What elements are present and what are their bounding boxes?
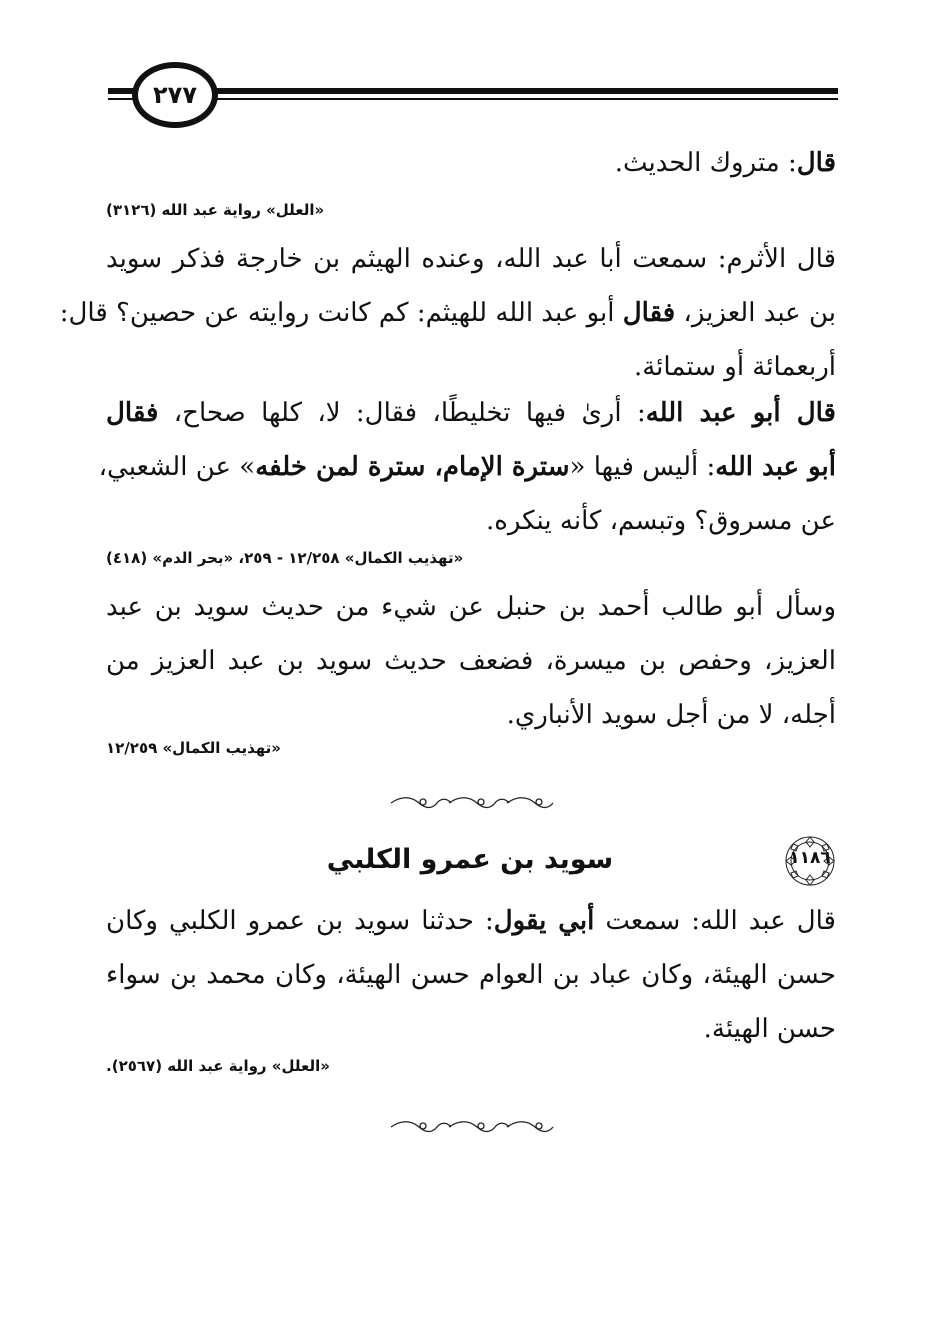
paragraph-1-line xyxy=(106,136,836,190)
paragraph-1 xyxy=(106,136,836,190)
bold-run: أبو عبد الله xyxy=(715,452,836,482)
citation-text: «العلل» رواية عبد الله (٣١٢٦) xyxy=(106,201,325,219)
paragraph-3-line-1 xyxy=(106,386,836,440)
page-number: ٢٧٧ xyxy=(153,81,197,109)
paragraph-4-line-3: أجله، لا من أجل سويد الأنباري. xyxy=(506,700,836,730)
entry-title: سويد بن عمرو الكلبي xyxy=(326,844,614,875)
text-run: : حدثنا سويد بن عمرو الكلبي وكان xyxy=(106,906,494,936)
citation-text: «العلل» رواية عبد الله (٢٥٦٧). xyxy=(106,1057,330,1075)
entry-paragraph-line-1 xyxy=(106,894,836,948)
floral-divider-icon xyxy=(371,1120,571,1134)
bold-run: سترة الإمام، سترة لمن خلفه xyxy=(255,452,570,482)
bold-run: فقال xyxy=(622,298,676,328)
text-run: : أليس فيها « xyxy=(569,452,716,482)
entry-paragraph-line-3: حسن الهيئة. xyxy=(703,1014,836,1044)
citation-text: «تهذيب الكمال» ١٢/٢٥٨ - ٢٥٩، «بحر الدم» (٤١٨) xyxy=(106,549,464,567)
bold-run: فقال xyxy=(106,398,159,428)
paragraph-4-line-1: وسأل أبو طالب أحمد بن حنبل عن شيء من حديث سويد بن عبد xyxy=(106,592,836,622)
paragraph-3 xyxy=(98,386,836,548)
bold-lead: قال xyxy=(796,148,836,178)
paragraph-3-line-3: عن مسروق؟ وتبسم، كأنه ينكره. xyxy=(485,506,836,536)
bold-run: أبي يقول xyxy=(493,906,595,936)
citation-3 xyxy=(106,738,836,758)
paragraph-text: : متروك الحديث. xyxy=(614,148,797,178)
page-number-badge xyxy=(132,62,218,128)
bold-run: قال أبو عبد الله xyxy=(645,398,836,428)
text-run: أبو عبد الله للهيثم: كم كانت روايته عن حصين؟ قال: xyxy=(59,298,623,328)
floral-divider-icon xyxy=(371,796,571,810)
paragraph-2-line-2 xyxy=(59,286,836,340)
entry-number xyxy=(780,834,840,888)
entry-paragraph-line-2: حسن الهيئة، وكان عباد بن العوام حسن الهيئة، وكان محمد بن سواء xyxy=(106,960,836,990)
text-run: بن عبد العزيز، xyxy=(675,298,836,328)
entry-paragraph xyxy=(106,894,836,1056)
text-run: قال عبد الله: سمعت xyxy=(594,906,836,936)
paragraph-3-line-2 xyxy=(98,440,836,494)
paragraph-4 xyxy=(106,580,836,742)
entry-citation xyxy=(106,1056,836,1076)
entry-number-text: ١١٨٦ xyxy=(789,848,831,868)
paragraph-2-line-1: قال الأثرم: سمعت أبا عبد الله، وعنده الهيثم بن خارجة فذكر سويد xyxy=(106,244,836,274)
paragraph-4-line-2: العزيز، وحفص بن ميسرة، فضعف حديث سويد بن عبد العزيز من xyxy=(106,646,836,676)
paragraph-2 xyxy=(59,232,836,394)
citation-1 xyxy=(106,200,836,220)
paragraph-2-line-3: أربعمائة أو ستمائة. xyxy=(633,352,836,382)
text-run: : أرىٰ فيها تخليطًا، فقال: لا، كلها صحاح، xyxy=(158,398,646,428)
citation-text: «تهذيب الكمال» ١٢/٢٥٩ xyxy=(106,739,282,757)
citation-2 xyxy=(106,548,836,568)
page-header xyxy=(108,62,838,132)
text-run: » عن الشعبي، xyxy=(98,452,256,482)
